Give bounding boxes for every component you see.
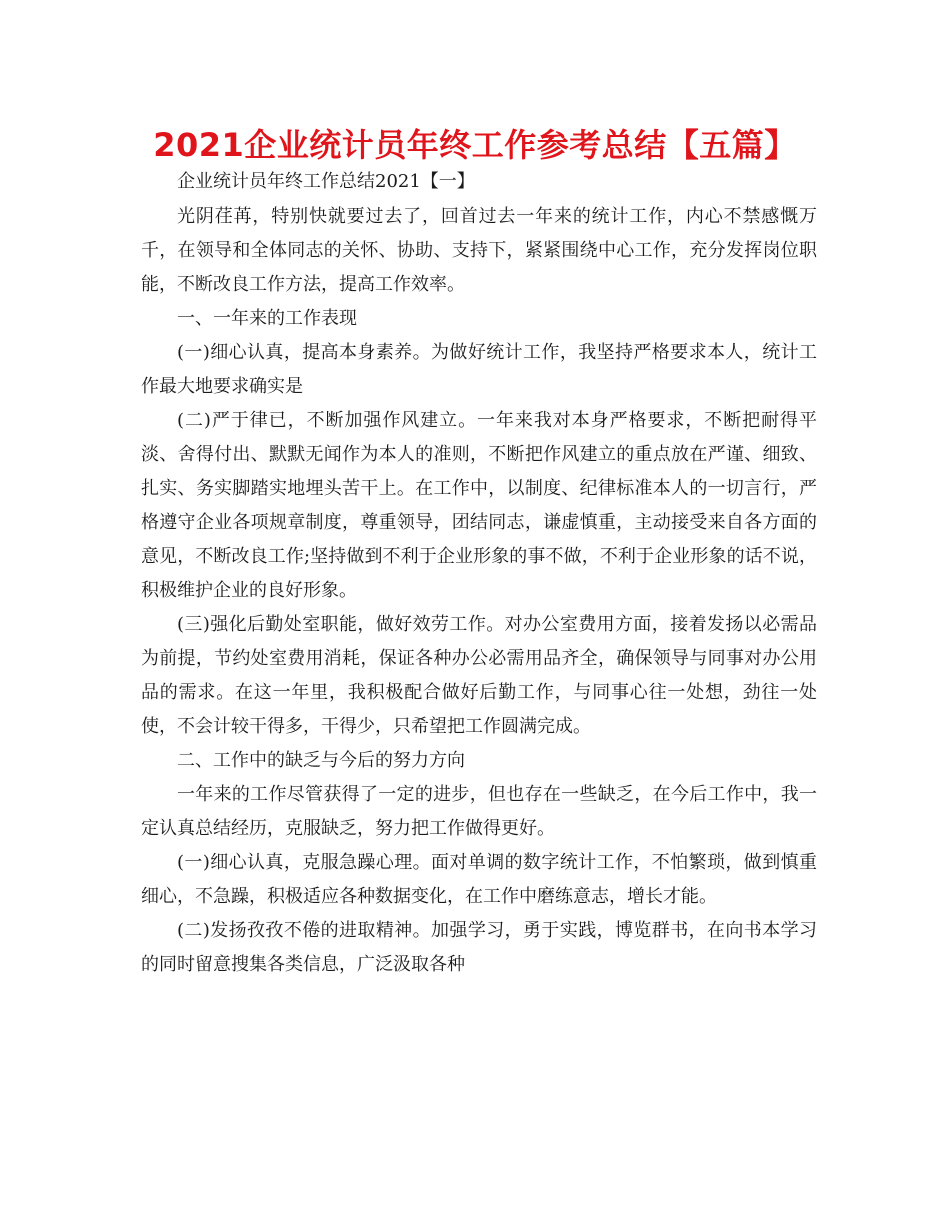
paragraph-intro: 光阴荏苒，特别快就要过去了，回首过去一年来的统计工作，内心不禁感慨万千，在领导和全体同志的关怀、协助、支持下，紧紧围绕中心工作，充分发挥岗位职能，不断改良工作方法，提高工作效率。 xyxy=(141,206,817,295)
paragraph-2-intro: 一年来的工作尽管获得了一定的进步，但也存在一些缺乏，在今后工作中，我一定认真总结经历，克服缺乏，努力把工作做得更好。 xyxy=(141,784,817,839)
paragraph-2-1: (一)细心认真，克服急躁心理。面对单调的数字统计工作，不怕繁琐，做到慎重细心，不急躁，积极适应各种数据变化，在工作中磨练意志，增长才能。 xyxy=(141,852,817,907)
paragraph-1-3: (三)强化后勤处室职能，做好效劳工作。对办公室费用方面，接着发扬以必需品为前提，节约处室费用消耗，保证各种办公必需用品齐全，确保领导与同事对办公用品的需求。在这一年里，我积极配合做好后勤工作，与同事心往一处想，劲往一处使，不会计较干得多，干得少，只希望把工作圆满完成。 xyxy=(141,614,817,737)
section-heading-2: 二、工作中的缺乏与今后的努力方向 xyxy=(177,750,465,771)
section-heading-1: 一、一年来的工作表现 xyxy=(177,308,357,329)
paragraph-1-2: (二)严于律已，不断加强作风建立。一年来我对本身严格要求，不断把耐得平淡、舍得付出、默默无闻作为本人的准则，不断把作风建立的重点放在严谨、细致、扎实、务实脚踏实地埋头苦干上。在工作中，以制度、纪律标准本人的一切言行，严格遵守企业各项规章制度，尊重领导，团结同志，谦虚慎重，主动接受来自各方面的意见，不断改良工作;坚持做到不利于企业形象的事不做，不利于企业形象的话不说，积极维护企业的良好形象。 xyxy=(141,410,817,601)
paragraph-2-2: (二)发扬孜孜不倦的进取精神。加强学习，勇于实践，博览群书，在向书本学习的同时留意搜集各类信息，广泛汲取各种 xyxy=(141,920,817,975)
document-body xyxy=(141,168,817,982)
section-subtitle: 企业统计员年终工作总结2021【一】 xyxy=(177,171,475,192)
paragraph-1-1: (一)细心认真，提高本身素养。为做好统计工作，我坚持严格要求本人，统计工作最大地要求确实是 xyxy=(141,342,817,397)
document-title: 2021企业统计员年终工作参考总结【五篇】 xyxy=(153,126,797,164)
